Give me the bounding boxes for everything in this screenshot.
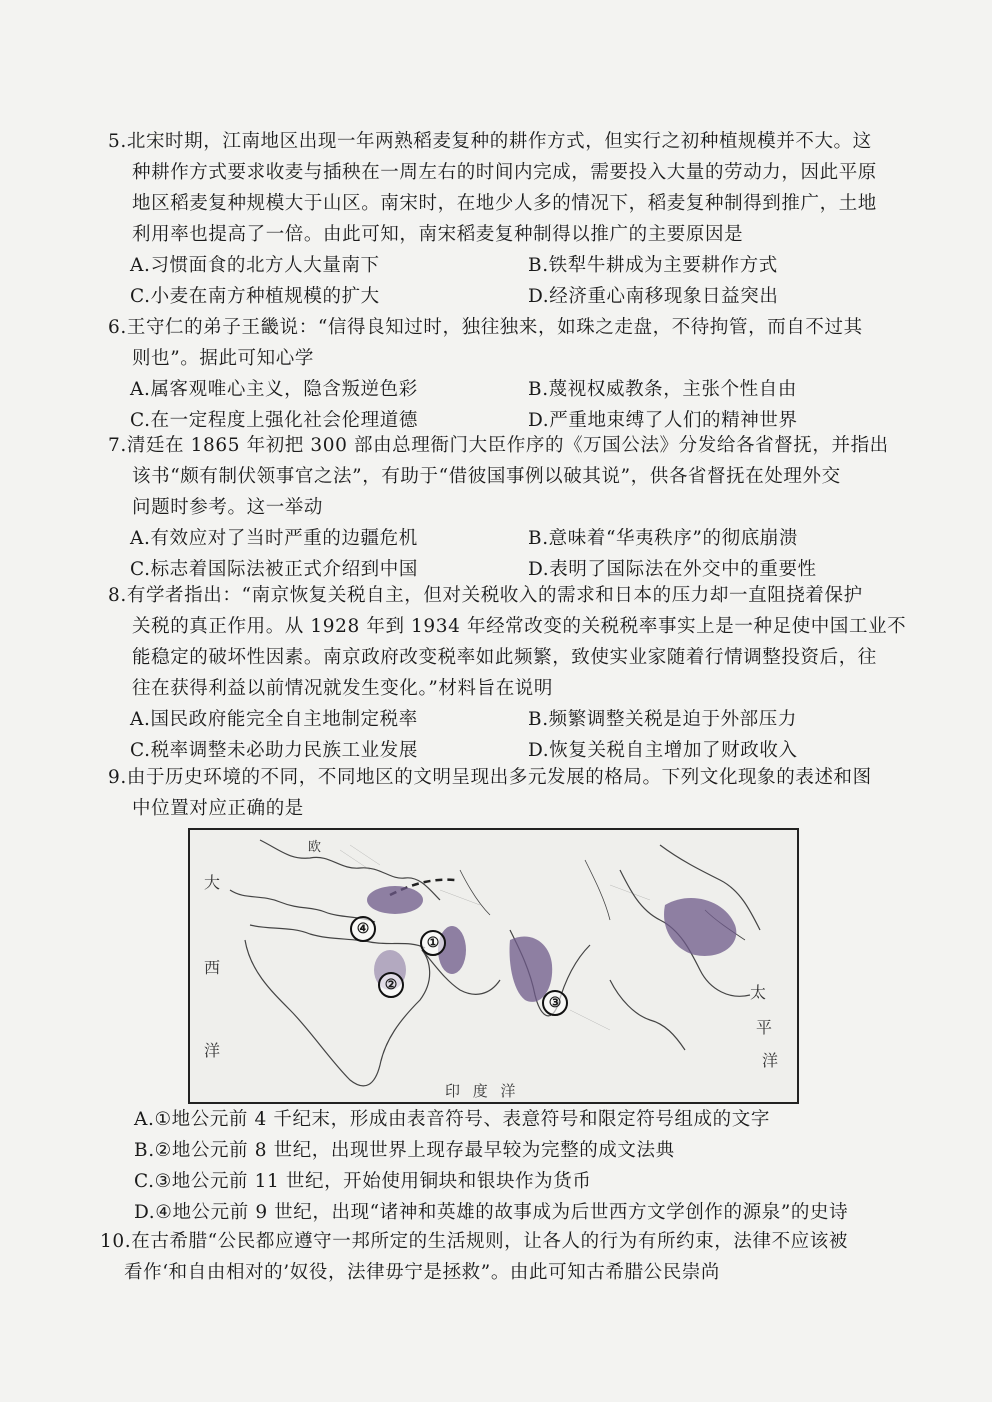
map-marker-4[interactable]: ④ <box>350 916 376 942</box>
option-a[interactable]: A.国民政府能完全自主地制定税率 <box>130 709 418 730</box>
region-greece <box>367 886 423 914</box>
option-b[interactable]: B.频繁调整关税是迫于外部压力 <box>528 709 797 730</box>
map-label-atlantic-3: 洋 <box>204 1041 221 1060</box>
question-9-stem-line: 中位置对应正确的是 <box>132 798 304 819</box>
question-8-options-row-1 <box>108 704 888 735</box>
question-5-options-row-2 <box>108 281 888 312</box>
question-8-stem-line: 能稳定的破坏性因素。南京政府改变税率如此频繁，致使实业家随着行情调整投资后，往 <box>132 647 877 668</box>
option-a[interactable]: A.属客观唯心主义，隐含叛逆色彩 <box>130 379 418 400</box>
map-label-pacific-2: 平 <box>756 1018 773 1037</box>
option-d[interactable]: D.恢复关税自主增加了财政收入 <box>528 740 798 761</box>
option-a[interactable]: A.习惯面食的北方人大量南下 <box>130 255 380 276</box>
map-label-indian-ocean: 印 度 洋 <box>445 1082 520 1100</box>
option-a[interactable]: A.①地公元前 4 千纪末，形成由表音符号、表意符号和限定符号组成的文字 <box>134 1109 770 1130</box>
question-5 <box>108 126 888 312</box>
world-map-figure <box>188 828 799 1104</box>
question-7-stem-line: 该书“颇有制伏领事官之法”，有助于“借彼国事例以破其说”，供各省督抚在处理外交 <box>132 466 841 487</box>
question-6-stem-line: 则也”。据此可知心学 <box>132 348 314 369</box>
question-8-stem-line: 关税的真正作用。从 1928 年到 1934 年经常改变的关税税率事实上是一种足使中国工业不 <box>132 616 907 637</box>
option-d[interactable]: D.④地公元前 9 世纪，出现“诸神和英雄的故事成为后世西方文学创作的源泉”的史诗 <box>134 1202 849 1223</box>
option-c[interactable]: C.在一定程度上强化社会伦理道德 <box>130 410 418 431</box>
option-c[interactable]: C.标志着国际法被正式介绍到中国 <box>130 559 418 580</box>
option-b[interactable]: B.蔑视权威教条，主张个性自由 <box>528 379 797 400</box>
question-7-stem-line: 7.清廷在 1865 年初把 300 部由总理衙门大臣作序的《万国公法》分发给各省督抚，并指出 <box>108 435 889 456</box>
option-c[interactable]: C.小麦在南方种植规模的扩大 <box>130 286 380 307</box>
map-label-pacific-1: 太 <box>750 983 767 1002</box>
question-6-options-row-1 <box>108 374 888 405</box>
map-label-pacific-3: 洋 <box>762 1051 779 1070</box>
question-8-stem-line: 往在获得利益以前情况就发生变化。”材料旨在说明 <box>132 678 554 699</box>
question-10-stem-line: 看作‘和自由相对的’奴役，法律毋宁是拯救”。由此可知古希腊公民崇尚 <box>124 1262 721 1283</box>
question-10-stem-line: 10.在古希腊“公民都应遵守一邦所定的生活规则，让各人的行为有所约束，法律不应该被 <box>100 1231 848 1252</box>
question-9-options <box>108 1104 888 1228</box>
option-d[interactable]: D.经济重心南移现象日益突出 <box>528 286 779 307</box>
map-marker-1[interactable]: ① <box>420 930 446 956</box>
map-marker-3[interactable]: ③ <box>542 990 568 1016</box>
question-5-stem-line: 地区稻麦复种规模大于山区。南宋时，在地少人多的情况下，稻麦复种制得到推广，土地 <box>132 193 877 214</box>
option-d[interactable]: D.表明了国际法在外交中的重要性 <box>528 559 817 580</box>
map-marker-2[interactable]: ② <box>378 972 404 998</box>
question-5-stem-line: 5.北宋时期，江南地区出现一年两熟稻麦复种的耕作方式，但实行之初种植规模并不大。这 <box>108 131 872 152</box>
map-label-atlantic-2: 西 <box>204 958 221 977</box>
option-b[interactable]: B.意味着“华夷秩序”的彻底崩溃 <box>528 528 798 549</box>
option-b[interactable]: B.铁犁牛耕成为主要耕作方式 <box>528 255 778 276</box>
question-5-stem-line: 种耕作方式要求收麦与插秧在一周左右的时间内完成，需要投入大量的劳动力，因此平原 <box>132 162 877 183</box>
option-c[interactable]: C.③地公元前 11 世纪，开始使用铜块和银块作为货币 <box>134 1171 592 1192</box>
map-label-atlantic-1: 大 <box>204 873 221 892</box>
question-8 <box>108 580 907 766</box>
question-6-stem-line: 6.王守仁的弟子王畿说：“信得良知过时，独往独来，如珠之走盘，不待拘管，而自不过其 <box>108 317 863 338</box>
option-d[interactable]: D.严重地束缚了人们的精神世界 <box>528 410 798 431</box>
option-c[interactable]: C.税率调整未必助力民族工业发展 <box>130 740 418 761</box>
option-a[interactable]: A.有效应对了当时严重的边疆危机 <box>130 528 418 549</box>
region-china <box>664 898 736 956</box>
question-5-stem-line: 利用率也提高了一倍。由此可知，南宋稻麦复种制得以推广的主要原因是 <box>132 224 744 245</box>
question-7 <box>108 430 888 585</box>
option-b[interactable]: B.②地公元前 8 世纪，出现世界上现存最早较为完整的成文法典 <box>134 1140 675 1161</box>
map-coastlines <box>190 830 797 1102</box>
question-8-stem-line: 8.有学者指出：“南京恢复关税自主，但对关税收入的需求和日本的压力却一直阻挠着保护 <box>108 585 863 606</box>
question-6 <box>108 312 888 436</box>
question-7-options-row-1 <box>108 523 888 554</box>
map-label-europe: 欧 <box>308 840 322 855</box>
question-5-options-row-1 <box>108 250 888 281</box>
question-10 <box>100 1226 880 1288</box>
question-9-stem-line: 9.由于历史环境的不同，不同地区的文明呈现出多元发展的格局。下列文化现象的表述和图 <box>108 767 872 788</box>
question-7-stem-line: 问题时参考。这一举动 <box>132 497 324 518</box>
question-9 <box>108 762 888 824</box>
